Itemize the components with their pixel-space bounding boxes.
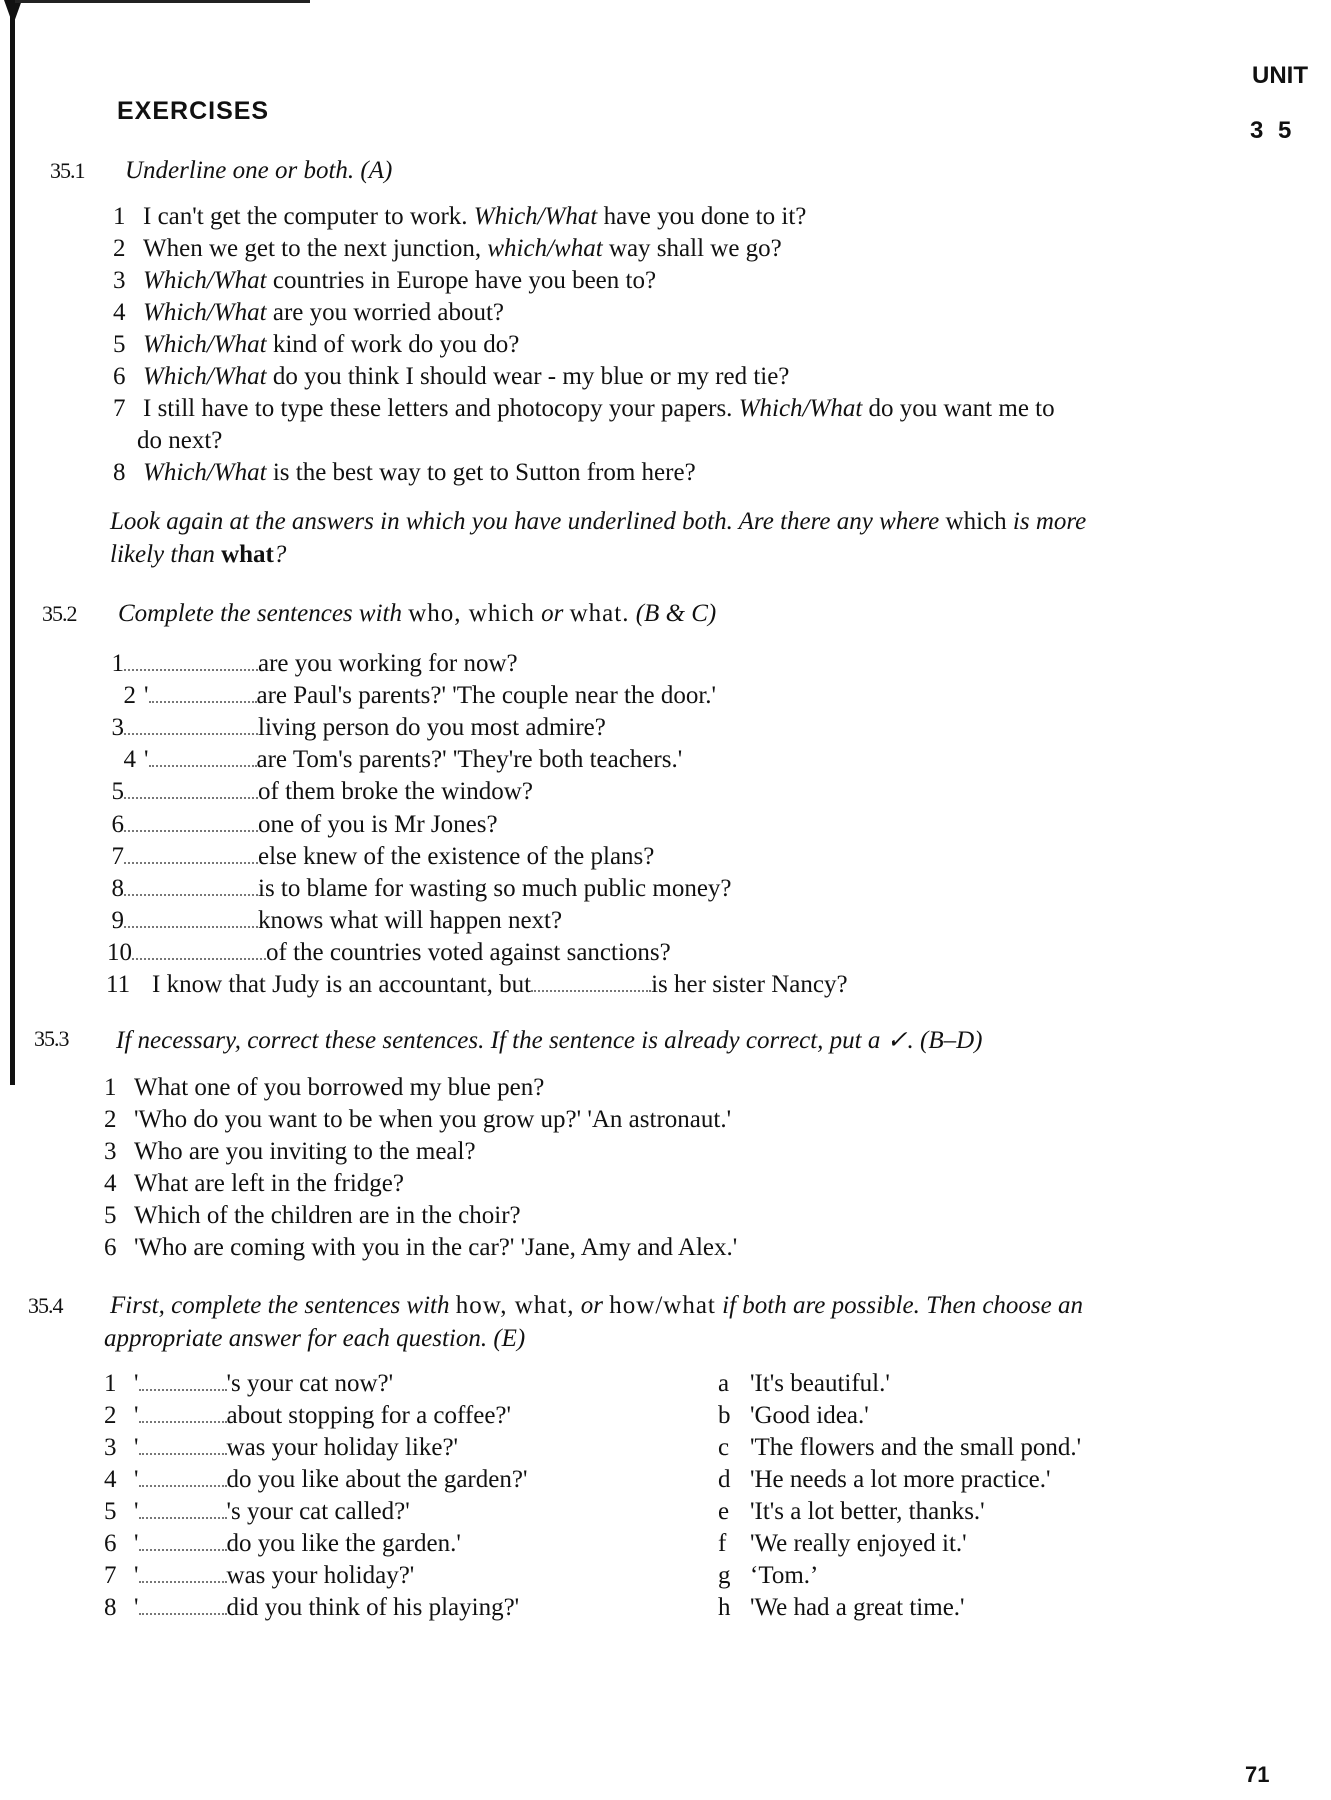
answer-blank[interactable] xyxy=(124,908,258,928)
answer-blank[interactable] xyxy=(124,715,258,735)
ex3-item[interactable] xyxy=(104,1106,731,1134)
ex2-item xyxy=(106,939,671,967)
answer-blank[interactable] xyxy=(149,683,257,703)
opening-quote: ' xyxy=(134,1370,139,1397)
instruction-keywords: how, what, xyxy=(455,1292,575,1319)
item-number: 1 xyxy=(104,1074,117,1101)
note-keyword-what: what xyxy=(221,541,274,568)
opening-quote: ' xyxy=(144,746,149,773)
item-number: 5 xyxy=(104,1202,117,1229)
item-text: of the countries voted against sanctions? xyxy=(266,939,671,966)
instruction-text: First, complete the sentences with xyxy=(110,1292,456,1319)
exercise-35-4-instruction-line2: appropriate answer for each question. (E) xyxy=(104,1325,526,1352)
answer-letter: a xyxy=(718,1370,730,1397)
ex1-item xyxy=(113,395,1055,423)
sentence-text: 'Who do you want to be when you grow up?' 'An astronaut.' xyxy=(134,1106,732,1133)
ex4-question xyxy=(104,1402,511,1430)
exercise-35-4-instruction-line1 xyxy=(110,1292,1083,1320)
top-rule xyxy=(10,0,310,3)
exercise-number-35-4: 35.4 xyxy=(28,1293,63,1318)
item-text: of them broke the window? xyxy=(258,778,533,805)
choice-which-what[interactable]: Which/What xyxy=(143,267,267,294)
answer-blank[interactable] xyxy=(139,1563,227,1583)
ex2-item xyxy=(106,811,498,839)
choice-which-what[interactable]: Which/What xyxy=(143,363,267,390)
ex4-answer[interactable] xyxy=(718,1466,1051,1494)
unit-number: 3 5 xyxy=(1250,117,1296,144)
item-number: 6 xyxy=(104,1234,117,1261)
opening-quote: ' xyxy=(134,1562,139,1589)
opening-quote: ' xyxy=(134,1594,139,1621)
instruction-keyword: what. xyxy=(569,600,630,627)
item-text: have you done to it? xyxy=(597,203,807,230)
item-text: way shall we go? xyxy=(602,235,782,262)
item-text: do you want me to xyxy=(862,395,1055,422)
choice-which-what[interactable]: Which/What xyxy=(143,459,267,486)
item-number: 1 xyxy=(113,203,126,230)
question-text: do you like the garden.' xyxy=(226,1530,461,1557)
item-text: I still have to type these letters and photocopy your papers. xyxy=(143,395,739,422)
ex4-question xyxy=(104,1370,393,1398)
question-text: 's your cat now?' xyxy=(226,1370,394,1397)
item-text: living person do you most admire? xyxy=(258,714,606,741)
ex3-item[interactable] xyxy=(104,1074,544,1102)
answer-letter: g xyxy=(718,1562,731,1589)
item-text: I can't get the computer to work. xyxy=(143,203,474,230)
ex2-item xyxy=(106,746,682,774)
item-number: 7 xyxy=(111,843,124,870)
question-text: did you think of his playing?' xyxy=(226,1594,520,1621)
question-text: 's your cat called?' xyxy=(226,1498,410,1525)
ex1-item xyxy=(137,427,222,455)
ex1-item xyxy=(113,331,519,359)
ex4-question xyxy=(104,1530,461,1558)
item-number: 5 xyxy=(104,1498,117,1525)
ex4-question xyxy=(104,1434,458,1462)
ex2-item-11 xyxy=(106,971,848,999)
page-number: 71 xyxy=(1245,1762,1270,1787)
ex4-question xyxy=(104,1594,519,1622)
section-title: EXERCISES xyxy=(117,97,270,125)
answer-blank[interactable] xyxy=(132,940,266,960)
item-text: is to blame for wasting so much public money? xyxy=(258,875,732,902)
opening-quote: ' xyxy=(134,1466,139,1493)
answer-blank[interactable] xyxy=(139,1435,227,1455)
sentence-text: 'Who are coming with you in the car?' 'Jane, Amy and Alex.' xyxy=(134,1234,738,1261)
instruction-text: or xyxy=(574,1292,610,1319)
opening-quote: ' xyxy=(134,1530,139,1557)
instruction-keyword: how/what xyxy=(609,1292,716,1319)
item-number: 2 xyxy=(113,235,126,262)
opening-quote: ' xyxy=(134,1402,139,1429)
item-text: knows what will happen next? xyxy=(258,907,563,934)
item-number: 4 xyxy=(104,1466,117,1493)
item-number: 5 xyxy=(113,331,126,358)
item-text: else knew of the existence of the plans? xyxy=(258,843,655,870)
answer-letter: e xyxy=(718,1498,730,1525)
item-text: are Tom's parents?' 'They're both teachers.' xyxy=(256,746,683,773)
answer-blank[interactable] xyxy=(139,1595,227,1615)
ex1-item xyxy=(113,267,656,295)
answer-blank[interactable] xyxy=(139,1371,227,1391)
item-text: is the best way to get to Sutton from here? xyxy=(266,459,696,486)
question-text: was your holiday?' xyxy=(226,1562,415,1589)
item-text: are you worried about? xyxy=(266,299,504,326)
item-number: 2 xyxy=(123,682,136,709)
item-number: 6 xyxy=(111,811,124,838)
item-number: 6 xyxy=(113,363,126,390)
answer-blank[interactable] xyxy=(124,812,258,832)
ex2-item xyxy=(106,778,533,806)
ex3-item[interactable] xyxy=(104,1138,476,1166)
ex1-item xyxy=(113,203,806,231)
ex2-item xyxy=(106,650,518,678)
ex2-item xyxy=(106,682,716,710)
answer-letter: h xyxy=(718,1594,731,1621)
item-text: are you working for now? xyxy=(258,650,518,677)
choice-which-what[interactable]: Which/What xyxy=(143,299,267,326)
item-text: one of you is Mr Jones? xyxy=(258,811,498,838)
opening-quote: ' xyxy=(144,682,149,709)
item-number: 7 xyxy=(113,395,126,422)
item-number: 9 xyxy=(111,907,124,934)
item-number: 3 xyxy=(111,714,124,741)
ex2-item xyxy=(106,714,606,742)
answer-letter: d xyxy=(718,1466,731,1493)
answer-letter: c xyxy=(718,1434,730,1461)
instruction-ref: (B & C) xyxy=(629,600,717,627)
exercise-number-35-2: 35.2 xyxy=(42,601,77,626)
item-text: are Paul's parents?' 'The couple near the door.' xyxy=(256,682,717,709)
answer-text: 'It's beautiful.' xyxy=(750,1370,890,1397)
sentence-text: Which of the children are in the choir? xyxy=(134,1202,521,1229)
ex4-answer[interactable] xyxy=(718,1530,967,1558)
ex2-item xyxy=(106,907,562,935)
item-number: 1 xyxy=(104,1370,117,1397)
item-text: When we get to the next junction, xyxy=(143,235,488,262)
item-text: countries in Europe have you been to? xyxy=(266,267,657,294)
sentence-text: What one of you borrowed my blue pen? xyxy=(134,1074,545,1101)
instruction-text: Complete the sentences with xyxy=(118,600,409,627)
ex1-item xyxy=(113,459,696,487)
sentence-text: Who are you inviting to the meal? xyxy=(134,1138,476,1165)
ex3-item[interactable] xyxy=(104,1234,737,1262)
ex4-answer[interactable] xyxy=(718,1562,818,1590)
ex2-item xyxy=(106,843,654,871)
note-text: is more xyxy=(1006,508,1087,535)
instruction-text: or xyxy=(534,600,570,627)
item-number: 11 xyxy=(106,971,131,998)
exercise-number-35-1: 35.1 xyxy=(50,158,85,183)
item-number: 3 xyxy=(104,1138,117,1165)
item-number: 6 xyxy=(104,1530,117,1557)
ex2-item xyxy=(106,875,732,903)
ex4-question xyxy=(104,1498,410,1526)
item-number: 2 xyxy=(104,1106,117,1133)
sentence-text: What are left in the fridge? xyxy=(134,1170,404,1197)
exercise-35-1-instruction: Underline one or both. (A) xyxy=(125,157,393,184)
choice-which-what[interactable]: which/what xyxy=(487,235,603,262)
instruction-text: if both are possible. Then choose an xyxy=(715,1292,1083,1319)
answer-blank[interactable] xyxy=(139,1499,227,1519)
answer-text: 'He needs a lot more practice.' xyxy=(750,1466,1051,1493)
item-text: kind of work do you do? xyxy=(266,331,520,358)
answer-letter: f xyxy=(718,1530,727,1557)
answer-text: ‘Tom.’ xyxy=(750,1562,819,1589)
answer-blank[interactable] xyxy=(531,972,651,992)
answer-blank[interactable] xyxy=(124,651,258,671)
item-number: 1 xyxy=(111,650,124,677)
answer-blank[interactable] xyxy=(124,779,258,799)
item-number: 4 xyxy=(123,746,136,773)
answer-blank[interactable] xyxy=(139,1531,227,1551)
instruction-keywords: who, which xyxy=(408,600,535,627)
item-number: 10 xyxy=(107,939,132,966)
answer-blank[interactable] xyxy=(124,876,258,896)
item-number: 5 xyxy=(111,778,124,805)
item-number: 8 xyxy=(104,1594,117,1621)
left-margin-rule xyxy=(10,0,15,1085)
answer-text: 'The flowers and the small pond.' xyxy=(750,1434,1082,1461)
answer-text: 'Good idea.' xyxy=(750,1402,869,1429)
answer-blank[interactable] xyxy=(139,1403,227,1423)
ex4-answer[interactable] xyxy=(718,1434,1081,1462)
answer-text: 'We really enjoyed it.' xyxy=(750,1530,967,1557)
exercise-number-35-3: 35.3 xyxy=(34,1026,69,1051)
exercise-35-1-note-line2 xyxy=(110,541,286,569)
answer-blank[interactable] xyxy=(124,844,258,864)
note-text: ? xyxy=(273,541,287,568)
exercise-35-1-note-line1 xyxy=(110,508,1086,536)
opening-quote: ' xyxy=(134,1498,139,1525)
item-number: 3 xyxy=(113,267,126,294)
exercise-35-2-instruction xyxy=(118,600,716,628)
question-text: about stopping for a coffee?' xyxy=(226,1402,512,1429)
exercise-35-3-instruction: If necessary, correct these sentences. If the sentence is already correct, put a ✓. (B–D) xyxy=(116,1027,983,1054)
choice-which-what[interactable]: Which/What xyxy=(143,331,267,358)
answer-text: 'It's a lot better, thanks.' xyxy=(750,1498,985,1525)
opening-quote: ' xyxy=(134,1434,139,1461)
answer-letter: b xyxy=(718,1402,731,1429)
question-text: do you like about the garden?' xyxy=(226,1466,528,1493)
ex4-answer[interactable] xyxy=(718,1498,985,1526)
answer-text: 'We had a great time.' xyxy=(750,1594,965,1621)
item-number: 8 xyxy=(113,459,126,486)
ex1-item xyxy=(113,299,504,327)
ex3-item[interactable] xyxy=(104,1202,521,1230)
item-number: 8 xyxy=(111,875,124,902)
item-number: 4 xyxy=(104,1170,117,1197)
ex4-answer[interactable] xyxy=(718,1594,965,1622)
ex4-answer[interactable] xyxy=(718,1402,869,1430)
choice-which-what[interactable]: Which/What xyxy=(473,203,598,230)
answer-blank[interactable] xyxy=(149,747,257,767)
ex4-question xyxy=(104,1466,527,1494)
unit-label: UNIT xyxy=(1252,62,1308,89)
answer-blank[interactable] xyxy=(139,1467,227,1487)
ex4-answer[interactable] xyxy=(718,1370,890,1398)
item-text: do you think I should wear - my blue or my red tie? xyxy=(266,363,790,390)
ex1-item xyxy=(113,363,789,391)
note-text: Look again at the answers in which you have underlined both. Are there any where xyxy=(110,508,946,535)
ex1-item xyxy=(113,235,782,263)
item-number: 3 xyxy=(104,1434,117,1461)
item-number: 2 xyxy=(104,1402,117,1429)
ex4-question xyxy=(104,1562,414,1590)
item-text: I know that Judy is an accountant, but xyxy=(152,971,532,998)
item-number: 7 xyxy=(104,1562,117,1589)
item-text: is her sister Nancy? xyxy=(651,971,848,998)
note-text: likely than xyxy=(110,541,222,568)
ex3-item[interactable] xyxy=(104,1170,404,1198)
question-text: was your holiday like?' xyxy=(226,1434,459,1461)
note-keyword-which: which xyxy=(945,508,1007,535)
choice-which-what[interactable]: Which/What xyxy=(738,395,863,422)
item-text: do next? xyxy=(137,427,223,454)
item-number: 4 xyxy=(113,299,126,326)
